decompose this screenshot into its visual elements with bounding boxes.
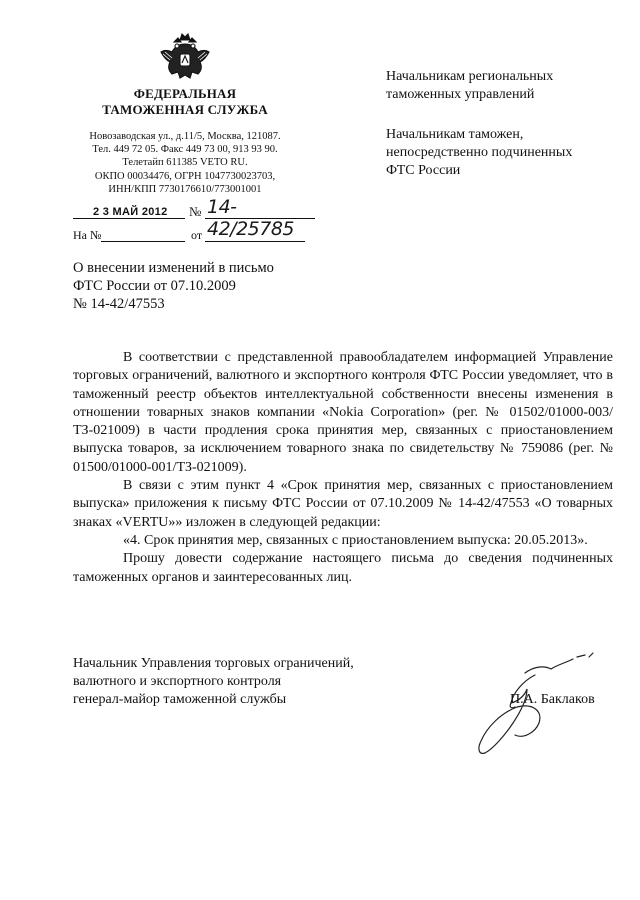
letter-subject [73,259,333,313]
address-line: Тел. 449 72 05. Факс 449 73 00, 913 93 90. [92,144,278,156]
ref-number-label: На № [73,228,102,242]
signatory-title [73,655,403,709]
organization-address [60,130,310,196]
handwritten-number: 14-42/25785 [207,196,295,240]
body-paragraph: В соответствии с представленной правообладателем информацией Управление торговых ограничений, валютного и экспортного контроля ФТС России уведомляет, что в таможенный реестр объектов интеллектуальной собственности внесены изменения в отношении товарных знаков компании «Nokia Corporation» (рег. № 01502/01000-003/ТЗ-021009) в части продления срока принятия мер, связанных с приостановлением выпуска товаров, за исключением товарного знака по свидетельству № 759086 (рег. № 01500/01000-001/ТЗ-021009). [73,350,613,475]
signatory-line: генерал-майор таможенной службы [73,692,287,707]
addressee-line: ФТС России [386,163,461,178]
address-line: Новозаводская ул., д.11/5, Москва, 121087. [89,131,281,142]
ref-date-underline [205,241,305,242]
addressee-customs [386,126,616,180]
coat-of-arms-icon [158,30,212,84]
date-underline [73,218,185,219]
addressee-regional [386,68,616,104]
subject-line: ФТС России от 07.10.2009 [73,278,236,294]
subject-line: № 14-42/47553 [73,296,165,312]
ref-from-label: от [191,228,203,242]
signatory-name: П.А. Баклаков [510,692,595,707]
date-stamp: 2 3 МАЙ 2012 [93,206,168,218]
body-paragraph: Прошу довести содержание настоящего письма до сведения подчиненных таможенных органов и заинтересованных лиц. [73,551,613,585]
addressee-line: Начальникам региональных [386,69,554,84]
address-line: Телетайп 611385 VETO RU. [122,157,248,169]
signatory-line: валютного и экспортного контроля [73,674,282,689]
address-line: ИНН/КПП 7730176610/773001001 [108,183,262,195]
address-line: ОКПО 00034476, ОГРН 1047730023703, [94,170,276,182]
subject-line: О внесении изменений в письмо [73,260,274,276]
addressee-line: непосредственно подчиненных [386,145,573,160]
organization-name [60,86,310,118]
addressee-line: таможенных управлений [386,87,535,102]
addressee-line: Начальникам таможен, [386,127,524,142]
body-paragraph: В связи с этим пункт 4 «Срок принятия мер, связанных с приостановлением выпуска» приложения к письму ФТС России от 07.10.2009 № 14-42/47553 «О товарных знаках «VERTU»» изложен в следующей редакции: [73,478,613,530]
letter-body [73,349,613,587]
body-paragraph: «4. Срок принятия мер, связанных с приостановлением выпуска: 20.05.2013». [123,532,588,548]
ref-number-underline [101,241,185,242]
reference-line [73,228,313,246]
org-line-1: ФЕДЕРАЛЬНАЯ [133,86,237,101]
number-label: № [189,204,202,219]
signatory-line: Начальник Управления торговых ограничений, [73,656,354,671]
org-line-2: ТАМОЖЕННАЯ СЛУЖБА [102,102,268,117]
